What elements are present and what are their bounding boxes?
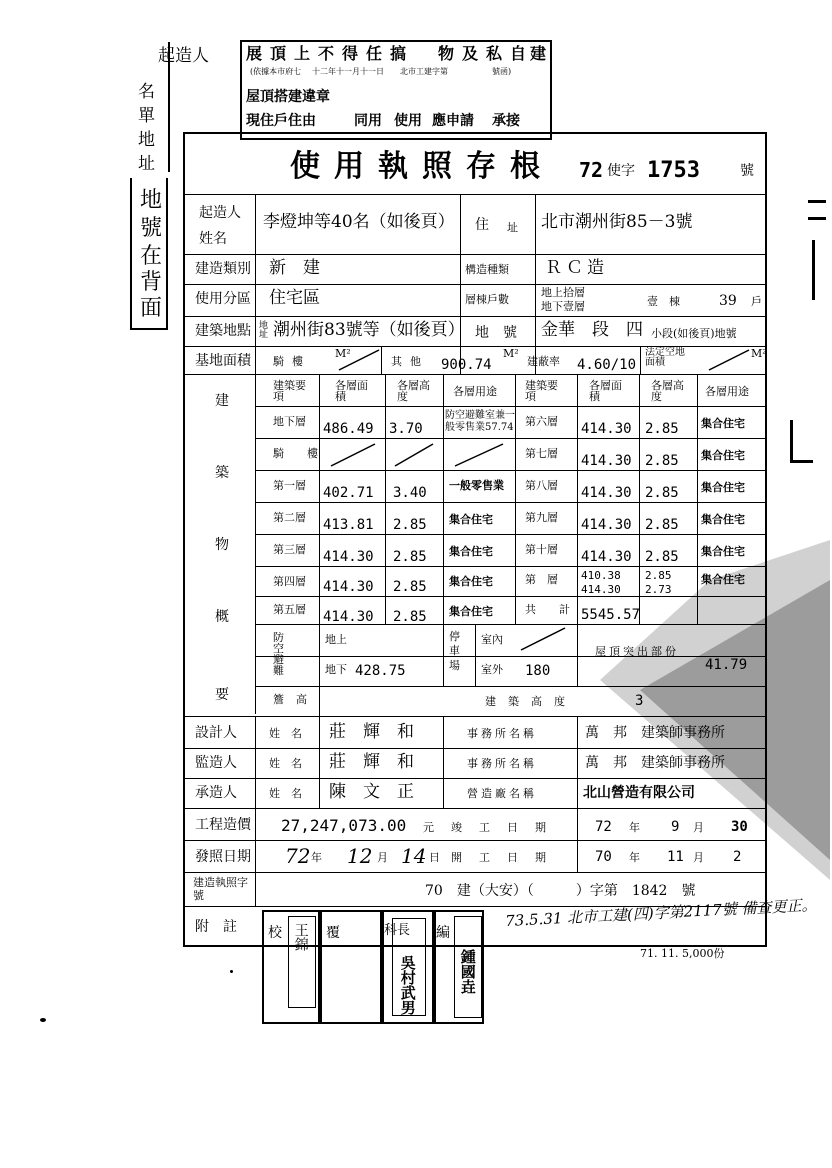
floor-use: 一般零售業	[449, 479, 504, 492]
floor-name: 共 計	[525, 603, 576, 616]
parking-outdoor-value: 180	[525, 663, 551, 679]
edit-stamp	[432, 910, 484, 1024]
parking-outdoor-label: 室外	[481, 663, 503, 676]
supervisor-label: 監造人	[195, 755, 237, 771]
remarks-handwritten: 73.5.31 北市工建(四)字第2117號 備查更正。	[504, 895, 817, 931]
stamp-char: 及	[462, 44, 479, 63]
start-day: 2	[733, 849, 742, 865]
stamp-sub: 號函)	[492, 67, 512, 76]
handwritten-char: 地	[140, 188, 163, 213]
stamp-line: 屋頂搭建違章	[246, 89, 330, 105]
stamp-char: 頂	[270, 44, 287, 63]
floor-height: 2.85	[393, 517, 427, 533]
stamp-sub: 北市工建字第	[400, 67, 448, 76]
cost-unit: 元	[423, 821, 434, 834]
address-label: 址	[507, 221, 518, 234]
cost-label: 工程造價	[195, 817, 251, 833]
zone: 住宅區	[269, 288, 320, 308]
section-chief-stamp	[380, 910, 436, 1024]
completion-month: 9	[671, 819, 680, 835]
stamp-char: 搞	[390, 44, 407, 63]
overview-label-char: 要	[215, 687, 229, 703]
day-char: 日	[429, 851, 440, 864]
issue-year: 72	[285, 844, 311, 868]
floor-use: 集合住宅	[449, 513, 493, 526]
floor-use: 集合住宅	[449, 575, 493, 588]
col-height-header: 各層高度	[397, 379, 430, 403]
builder-name: 李燈坤等40名（如後頁）	[263, 212, 455, 232]
floor-use: 集合住宅	[701, 417, 745, 430]
floor-height: 2.85	[645, 453, 679, 469]
floor-name: 騎 樓	[273, 447, 324, 460]
floor-name: 第二層	[273, 511, 306, 524]
start-year: 70	[595, 849, 612, 865]
stamp-sub: (依據本市府七	[250, 67, 302, 76]
floor-name: 第三層	[273, 543, 306, 556]
floor-area: 414.30	[581, 517, 632, 533]
supervisor-office: 萬 邦 建築師事務所	[585, 755, 725, 771]
shelter-below-area: 428.75	[355, 663, 406, 679]
permit-number: 1753	[647, 158, 700, 183]
site-small-label: 地址	[259, 321, 269, 340]
floor-name: 地下層	[273, 415, 306, 428]
cost-value: 27,247,073.00	[281, 816, 407, 835]
review-label: 覆	[326, 925, 340, 941]
total-area: 5545.57	[581, 607, 641, 623]
floor-height-extra: 2.73	[645, 583, 672, 596]
site-area-label: 基地面積	[195, 353, 251, 369]
floor-height: 2.85	[393, 609, 427, 625]
start-month: 11	[667, 849, 684, 865]
designer-office: 萬 邦 建築師事務所	[585, 725, 725, 741]
floor-area: 414.30	[323, 609, 374, 625]
stamp-line: 使用	[394, 113, 422, 129]
col-area-header: 各層面積	[589, 379, 622, 403]
floor-name: 第六層	[525, 415, 558, 428]
corner-note-char: 地	[138, 130, 155, 150]
section-chief-name: 吳村武男	[398, 955, 417, 1015]
year-char: 年	[629, 821, 640, 834]
permit-suffix: 號	[740, 163, 754, 179]
site-label: 建築地點	[195, 323, 251, 339]
floors-below: 地下壹層	[541, 300, 585, 313]
stamp-char: 上	[294, 44, 311, 63]
floor-use: 集合住宅	[701, 449, 745, 462]
print-run-footer: 71. 11. 5,000份	[640, 947, 725, 960]
structure-type: ＲＣ造	[545, 258, 608, 278]
building-permit-number: 70 建（大安）（ ）字第 1842 號	[425, 883, 696, 899]
lot-label: 地 號	[475, 325, 517, 341]
floor-name: 第一層	[273, 479, 306, 492]
floor-area: 414.30	[581, 453, 632, 469]
site-address: 潮州街83號等（如後頁）	[273, 320, 465, 340]
unit-m2: M²	[503, 347, 519, 360]
name-label: 姓 名	[269, 757, 302, 770]
section-label: 科長	[384, 923, 411, 938]
floor-area: 414.30	[581, 485, 632, 501]
issue-day: 14	[401, 844, 427, 868]
lot-section: 金華 段 四	[541, 320, 643, 340]
stamp-char: 建	[530, 44, 547, 63]
shelter-below-label: 地下	[325, 663, 347, 676]
stamp-line: 同用	[354, 113, 382, 129]
permit-word: 使字	[607, 163, 635, 179]
col-area-header: 各層面積	[335, 379, 368, 403]
stamp-char: 自	[510, 44, 527, 63]
unit-m2: M²	[751, 347, 767, 360]
floor-area: 486.49	[323, 421, 374, 437]
col-use-header: 各層用途	[453, 385, 497, 398]
floor-name: 第九層	[525, 511, 558, 524]
year-char: 年	[629, 851, 640, 864]
floor-area: 414.30	[323, 549, 374, 565]
roof-area: 41.79	[705, 657, 748, 673]
corner-note-char: 單	[138, 106, 155, 126]
stamp-char: 任	[366, 44, 383, 63]
stamp-char: 私	[486, 44, 503, 63]
month-char: 月	[377, 851, 388, 864]
floor-area: 414.30	[581, 549, 632, 565]
stamp-char: 不	[318, 44, 335, 63]
floor-name: 第四層	[273, 575, 306, 588]
diagonal-stamp-shadow	[560, 540, 832, 940]
contractor-office-label: 營造廠名稱	[467, 787, 537, 800]
roof-label: 屋頂突出部份	[595, 645, 679, 658]
floor-name: 第七層	[525, 447, 558, 460]
form-title: 使用執照存根	[290, 149, 554, 184]
floor-height: 2.85	[645, 485, 679, 501]
unit-m2: M²	[335, 347, 351, 360]
check-label: 校	[268, 925, 282, 941]
floor-height: 2.85	[393, 579, 427, 595]
building-count: 壹 棟	[647, 295, 680, 308]
unit-suffix: 戶	[751, 295, 762, 308]
floor-height: 2.85	[393, 549, 427, 565]
overview-label-char: 建	[215, 393, 229, 409]
col-item-header: 建築要項	[273, 379, 306, 403]
edit-name: 鍾國垚	[458, 949, 477, 994]
other-area: 900.74	[441, 357, 492, 373]
shelter-label: 防空避難	[273, 631, 294, 677]
floor-height: 2.85	[645, 421, 679, 437]
builder-label: 起造人	[199, 205, 241, 221]
builder-label: 姓名	[199, 231, 227, 247]
issue-date-label: 發照日期	[195, 849, 251, 865]
overview-label-char: 物	[215, 537, 229, 553]
corner-note-box	[128, 40, 209, 321]
remarks-label: 附 註	[195, 919, 237, 935]
floor-area: 402.71	[323, 485, 374, 501]
office-label: 事務所名稱	[467, 757, 537, 770]
floor-area: 413.81	[323, 517, 374, 533]
permit-year: 72	[579, 158, 604, 182]
month-char: 月	[693, 821, 704, 834]
month-char: 月	[693, 851, 704, 864]
name-label: 姓 名	[269, 727, 302, 740]
construction-type-label: 建造類別	[195, 261, 251, 277]
completion-year: 72	[595, 819, 612, 835]
floor-area: 414.30	[323, 579, 374, 595]
floor-name: 第八層	[525, 479, 558, 492]
handwritten-char: 面	[140, 296, 163, 321]
col-use-header: 各層用途	[705, 385, 749, 398]
floor-name: 第 層	[525, 573, 558, 586]
floor-area-extra: 414.30	[581, 583, 621, 596]
floor-use: 集合住宅	[449, 545, 493, 558]
parking-label: 停車場	[449, 630, 460, 672]
builder-address: 北市潮州街85－3號	[541, 212, 693, 232]
stamp-line: 現住戶住由	[246, 113, 316, 129]
review-stamp	[318, 910, 384, 1024]
arcade-label: 騎樓	[273, 355, 311, 368]
year-char: 年	[311, 851, 322, 864]
floor-use: 集合住宅	[449, 605, 493, 618]
other-label: 其他	[391, 355, 429, 368]
designer-label: 設計人	[195, 725, 237, 741]
completion-label: 竣 工 日 期	[451, 821, 549, 834]
stamp-char: 展	[246, 44, 263, 63]
office-label: 事務所名稱	[467, 727, 537, 740]
contractor-label: 承造人	[195, 785, 237, 801]
unit-count: 39	[719, 293, 737, 309]
floor-use: 集合住宅	[701, 481, 745, 494]
contractor-name: 陳 文 正	[329, 782, 414, 802]
col-height-header: 各層高度	[651, 379, 684, 403]
floor-name: 第五層	[273, 603, 306, 616]
floor-area: 414.30	[581, 421, 632, 437]
floor-use: 集合住宅	[701, 573, 745, 586]
total-height-label: 建築高度	[485, 695, 577, 708]
stamp-line: 應申請	[432, 113, 474, 129]
households-label: 層棟戶數	[465, 293, 509, 306]
floor-use: 集合住宅	[701, 545, 745, 558]
total-height-value: 3	[635, 693, 644, 709]
floor-height: 2.85	[645, 517, 679, 533]
floor-name: 第十層	[525, 543, 558, 556]
completion-day: 30	[731, 819, 748, 835]
construction-type: 新 建	[269, 258, 320, 278]
handwritten-char: 在	[140, 244, 163, 269]
handwritten-char: 背	[140, 270, 163, 295]
floor-height: 2.85	[645, 549, 679, 565]
coverage-ratio: 4.60/10	[577, 357, 637, 373]
contractor-office: 北山營造有限公司	[583, 785, 695, 801]
edit-label: 編	[436, 925, 450, 941]
rooftop-notice-stamp	[240, 40, 552, 140]
start-label: 開 工 日 期	[451, 851, 549, 864]
overview-label-char: 概	[215, 609, 229, 625]
eaves-label: 簷高	[273, 693, 319, 706]
corner-note-char: 址	[138, 154, 155, 174]
col-item-header: 建築要項	[525, 379, 558, 403]
coverage-label: 建蔽率	[527, 355, 560, 368]
designer-name: 莊 輝 和	[329, 722, 414, 742]
check-name: 王錦	[292, 923, 309, 951]
shelter-above-label: 地上	[325, 633, 347, 646]
floor-height: 2.85	[645, 569, 672, 582]
floor-height: 3.40	[393, 485, 427, 501]
handwritten-char: 號	[140, 216, 163, 241]
zone-label: 使用分區	[195, 291, 251, 307]
permit-number-label: 建造執照字號	[193, 876, 248, 903]
name-label: 姓 名	[269, 787, 302, 800]
stamp-sub: 十二年十一月十一日	[312, 67, 384, 76]
floors-above: 地上拾層	[541, 286, 585, 299]
legal-open-label: 法定空地面積	[645, 347, 685, 368]
floor-use: 防空避難室兼一般零售業57.74	[445, 410, 515, 433]
issue-month: 12	[347, 844, 373, 868]
corner-note-char: 起造人	[158, 46, 209, 66]
floor-height: 3.70	[389, 421, 423, 437]
stamp-char: 物	[438, 44, 455, 63]
lot-suffix: 小段(如後頁)地號	[651, 327, 737, 340]
structure-label: 構造種類	[465, 263, 509, 276]
check-stamp	[262, 910, 322, 1024]
floor-area: 410.38	[581, 569, 621, 582]
floor-use: 集合住宅	[701, 513, 745, 526]
stamp-line: 承接	[492, 113, 520, 129]
stamp-char: 得	[342, 44, 359, 63]
corner-note-char: 名	[138, 82, 155, 102]
parking-indoor-label: 室內	[481, 633, 503, 646]
supervisor-name: 莊 輝 和	[329, 752, 414, 772]
address-label: 住	[475, 217, 489, 233]
overview-label-char: 築	[215, 465, 229, 481]
